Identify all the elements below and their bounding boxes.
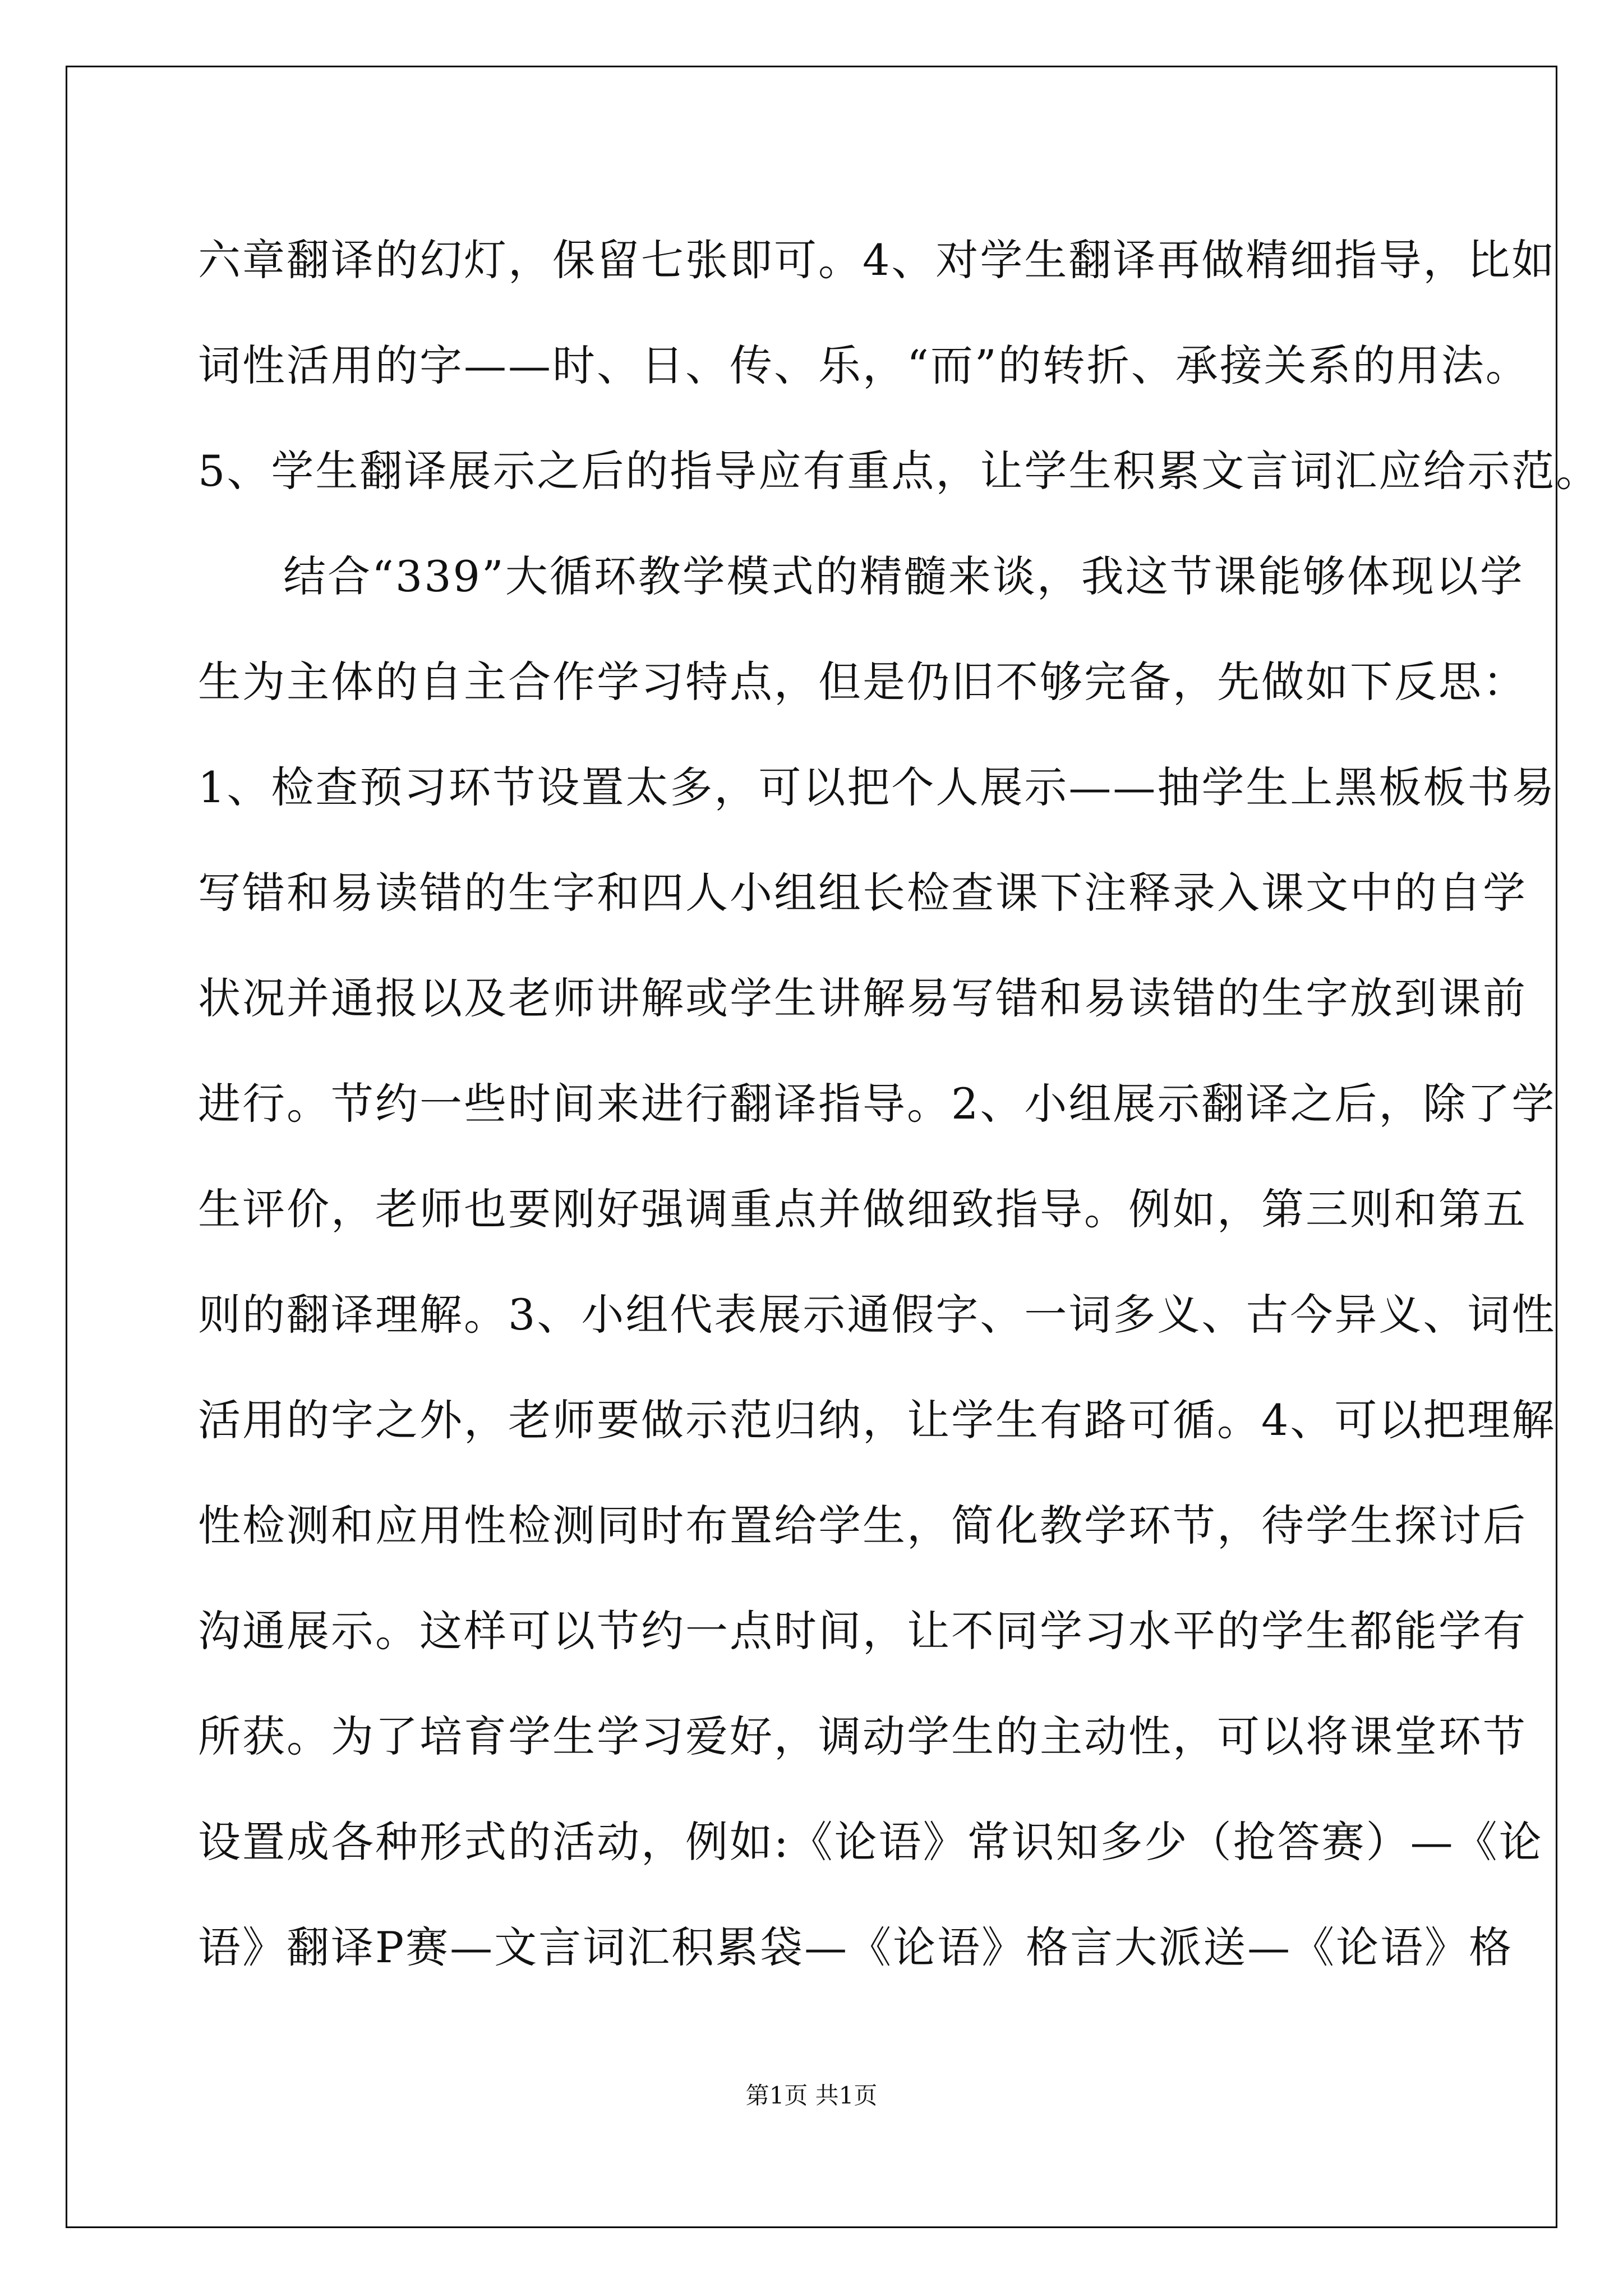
text-line-1: 六章翻译的幻灯，保留七张即可。4、对学生翻译再做精细指导，比如 (198, 235, 1556, 285)
text-line-2: 词性活用的字——时、日、传、乐，“而”的转折、承接关系的用法。 (198, 341, 1530, 390)
text-line-16: 设置成各种形式的活动，例如:《论语》常识知多少（抢答赛）—《论 (198, 1817, 1543, 1867)
text-line-7: 写错和易读错的生字和四人小组组长检查课下注释录入课文中的自学 (198, 868, 1527, 918)
text-line-9: 进行。节约一些时间来进行翻译指导。2、小组展示翻译之后，除了学 (198, 1079, 1556, 1129)
text-line-12: 活用的字之外，老师要做示范归纳，让学生有路可循。4、可以把理解 (198, 1395, 1556, 1445)
text-line-13: 性检测和应用性检测同时布置给学生，简化教学环节，待学生探讨后 (198, 1501, 1527, 1550)
text-line-11: 则的翻译理解。3、小组代表展示通假字、一词多义、古今异义、词性 (198, 1290, 1556, 1340)
text-line-10: 生评价，老师也要刚好强调重点并做细致指导。例如，第三则和第五 (198, 1184, 1527, 1234)
text-line-4-paragraph-start: 结合“339”大循环教学模式的精髓来谈，我这节课能够体现以学 (283, 551, 1524, 601)
text-line-8: 状况并通报以及老师讲解或学生讲解易写错和易读错的生字放到课前 (198, 973, 1527, 1023)
text-line-15: 所获。为了培育学生学习爱好，调动学生的主动性，可以将课堂环节 (198, 1711, 1527, 1761)
page-number-footer: 第1页 共1页 (745, 2082, 878, 2109)
text-line-3: 5、学生翻译展示之后的指导应有重点，让学生积累文言词汇应给示范。 (198, 446, 1601, 496)
text-line-14: 沟通展示。这样可以节约一点时间，让不同学习水平的学生都能学有 (198, 1606, 1527, 1656)
text-line-17: 语》翻译P赛—文言词汇积累袋—《论语》格言大派送—《论语》格 (198, 1922, 1514, 1972)
text-line-6: 1、检查预习环节设置太多，可以把个人展示——抽学生上黑板板书易 (198, 762, 1556, 812)
text-line-5: 生为主体的自主合作学习特点，但是仍旧不够完备，先做如下反思： (198, 657, 1527, 707)
document-body (198, 208, 1601, 2000)
